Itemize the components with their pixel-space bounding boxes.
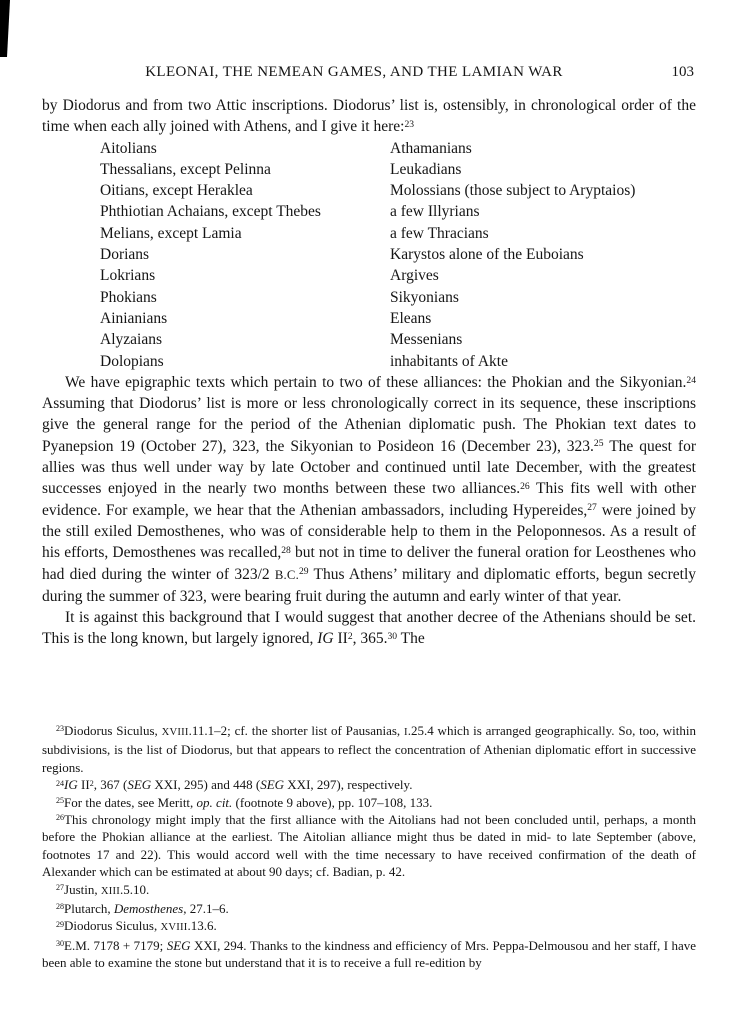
ally-name: Ainianians [100,309,168,327]
ally-name: Dorians [100,246,150,264]
text-column [42,62,696,650]
ally-list-row [100,351,696,372]
ally-name: Melians, except Lamia [100,224,242,242]
ally-name: Sikyonians [390,288,459,306]
ally-name: Phthiotian Achaians, except Thebes [100,203,321,221]
footnote-29: $^{29}$Diodorus Siculus, XVIII.13.6. [56,918,217,934]
paragraph-epigraphic-texts: We have epigraphic texts which pertain to two of these alliances: the Phokian and the Sikyonian.$^{24}$ Assuming that Diodorus’ list is more or less chronologically correct in its sequence, these inscriptions give the general range for the period of the Athenian diplomatic push. The Phokian text dates to Pyanepsion 19 (October 27), 323, the Sikyonian to Posideon 16 (December 23), 323.25 The quest for allies was thus well under way by late October and continued until late December, with the greatest successes enjoyed in the nearly two months between these two alliances.$^{26}$ This fits well with other evidence. For example, we hear that the Athenian ambassadors, including Hypereides,$^{27}$ were joined by the still exiled Demosthenes, who was of considerable help to them in the Peloponnesos. As a result of his efforts, Demosthenes was recalled,$^{28}$ but not in time to deliver the funeral oration for Leosthenes who had died during the winter of 323/2 B.C.$^{29}$ Thus Athens’ military and diplomatic efforts, begun secretly during the summer of 323, were bearing fruit during the autumn and early winter of that year. [42,373,697,605]
ally-list-row [100,287,696,308]
ally-list-row [100,159,696,180]
paragraph-intro: by Diodorus and from two Attic inscriptions. Diodorus’ list is, ostensibly, in chronological order of the time when each ally joined with Athens, and I give it here:$^{23}$ [42,97,696,136]
ally-name: a few Illyrians [390,203,480,221]
running-header-title: KLEONAI, THE NEMEAN GAMES, AND THE LAMIAN WAR [145,64,563,80]
ally-name: Argives [390,267,439,285]
ally-name: Athamanians [390,139,472,157]
ally-list-row [100,180,696,201]
ally-name: Alyzaians [100,331,162,349]
scan-artifact-top-left [0,0,10,57]
ally-name: Oitians, except Heraklea [100,182,253,200]
ally-name: Thessalians, except Pelinna [100,160,271,178]
ally-name: Aitolians [100,139,157,157]
ally-list-row [100,265,696,286]
ally-name: Molossians (those subject to Aryptaios) [390,182,636,200]
ally-list-row [100,329,696,350]
ally-list [100,138,696,372]
footnote-25: $^{25}$For the dates, see Meritt, op. cit. (footnote 9 above), pp. 107–108, 133. [56,794,433,810]
footnote-26: $^{26}$This chronology might imply that the first alliance with the Aitolians had not been concluded until, perhaps, a month before the Phokian alliance at the earliest. The Aitolian alliance might thus be dated in mid- to late September (above, footnotes 17 and 22). This would accord well with the time necessary to have received confirmation of the death of Alexander which can be estimated at about 90 days; cf. Badian, p. 42. [42,812,696,880]
footnote-23: $^{23}$Diodorus Siculus, XVIII.11.1–2; cf. the shorter list of Pausanias, I.25.4 which is arranged geographically. So, too, within subdivisions, is the list of Diodorus, but that appears to reflect the concentration of Athenian diplomatic effort in successive regions. [42,723,697,775]
ally-name: Lokrians [100,267,156,285]
footnote-28: $^{28}$Plutarch, Demosthenes, 27.1–6. [56,901,229,917]
paragraph-background-decree: It is against this background that I would suggest that another decree of the Athenians should be set. This is the long known, but largely ignored, IG $II^2$, 365.30 The [42,609,696,648]
ally-name: inhabitants of Akte [390,352,508,370]
ally-name: Karystos alone of the Euboians [390,246,584,264]
ally-name: Dolopians [100,352,164,370]
ally-name: Phokians [100,288,157,306]
page-number: 103 [671,64,694,80]
footnote-30: $^{30}$E.M. 7178 + 7179; SEG XXI, 294. Thanks to the kindness and efficiency of Mrs. Peppa-Delmousou and her staff, I have been able to examine the stone but understand that it is to receive a full re-edition by [42,937,696,971]
ally-name: Eleans [390,309,432,327]
footnotes-block [42,722,696,972]
ally-name: Leukadians [390,160,462,178]
ally-name: Messenians [390,331,463,349]
ally-list-row [100,138,696,159]
ally-list-row [100,201,696,222]
ally-list-row [100,244,696,265]
ally-name: a few Thracians [390,224,489,242]
footnote-27: $^{27}$Justin, XIII.5.10. [56,881,150,897]
ally-list-row [100,308,696,329]
ally-list-row [100,223,696,244]
running-header [42,62,696,83]
footnote-24: $^{24}$IG $II^2$, 367 (SEG XXI, 295) and 448 (SEG XXI, 297), respectively. [56,777,413,793]
